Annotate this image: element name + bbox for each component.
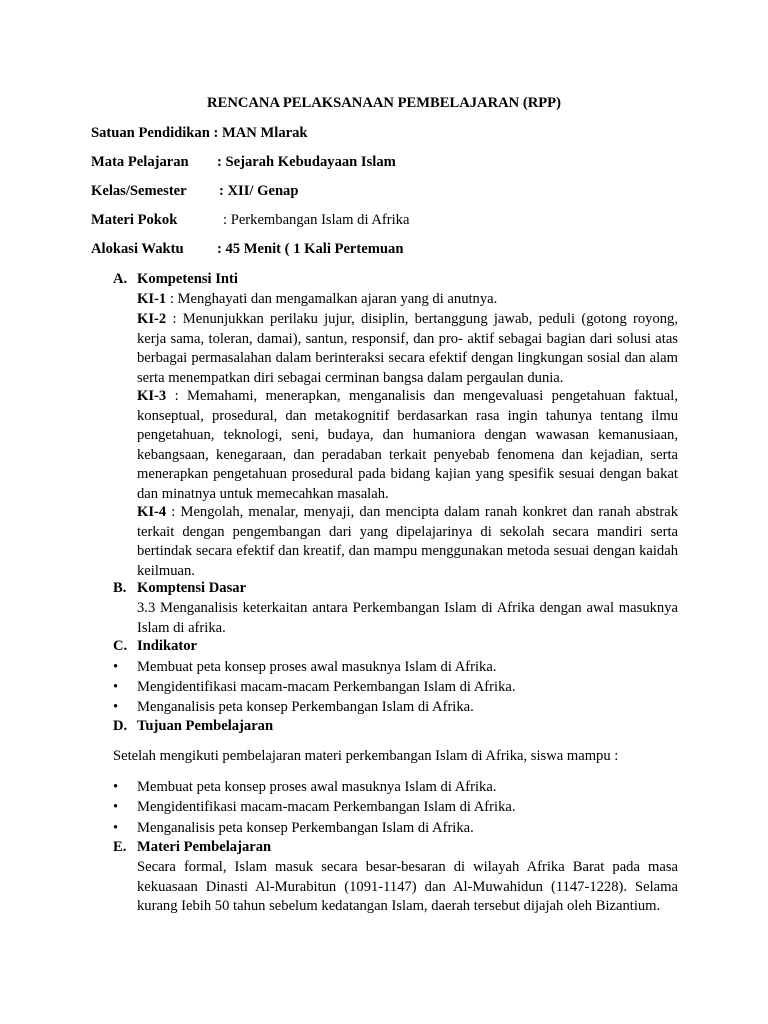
section-e-letter: E.	[113, 839, 127, 855]
meta-alokasi-value: : 45 Menit ( 1 Kali Pertemuan	[217, 241, 404, 257]
indikator-item	[113, 658, 497, 678]
ki-3-text: : Memahami, menerapkan, menganalisis dan mengevaluasi pengetahuan faktual, konseptual, prosedural, dan metakognitif berdasarkan rasa ingin tahunya tentang ilmu pengetahuan, teknologi, seni, budaya, dan humaniora dengan wawasan kemanusiaan, kebangsaan, kenegaraan, dan peradaban terkait penyebab fenomena dan kejadian, serta menerapkan pengetahuan prosedural pada bidang kajian yang spesifik sesuai dengan bakat dan minatnya untuk memecahkan masalah.	[137, 388, 678, 502]
meta-kelas	[91, 182, 299, 202]
ki-1-text: : Menghayati dan mengamalkan ajaran yang di anutnya.	[166, 291, 498, 307]
section-b-letter: B.	[113, 580, 127, 596]
ki-1-paragraph	[137, 290, 678, 310]
ki-2-text: : Menunjukkan perilaku jujur, disiplin, bertanggung jawab, peduli (gotong royong, kerja sama, toleran, damai), santun, responsif, dan pro- aktif sebagai bagian dari solusi atas berbagai permasalahan dalam berinteraksi secara efektif dengan lingkungan sosial dan alam serta menempatkan diri sebagai cerminan bangsa dalam pergaulan dunia.	[137, 311, 678, 386]
bullet-icon: •	[113, 820, 119, 836]
meta-mapel	[91, 153, 396, 173]
ki-3-paragraph	[137, 387, 678, 504]
meta-mapel-value: : Sejarah Kebudayaan Islam	[217, 154, 396, 170]
bullet-icon: •	[113, 779, 119, 795]
ki-4-label: KI-4	[137, 504, 167, 520]
section-b-title: Komptensi Dasar	[137, 580, 247, 596]
meta-satuan-text: Satuan Pendidikan : MAN Mlarak	[91, 125, 308, 141]
meta-materi-label: Materi Pokok	[91, 212, 178, 228]
indikator-item	[113, 678, 516, 698]
section-d-letter: D.	[113, 718, 128, 734]
bullet-icon: •	[113, 699, 119, 715]
ki-1-label: KI-1	[137, 291, 167, 307]
tujuan-item	[113, 778, 497, 798]
section-d-title: Tujuan Pembelajaran	[137, 718, 274, 734]
indikator-item-text: Menganalisis peta konsep Perkembangan Islam di Afrika.	[137, 699, 474, 715]
tujuan-item	[113, 819, 474, 839]
tujuan-item-text: Membuat peta konsep proses awal masuknya Islam di Afrika.	[137, 779, 497, 795]
section-e-heading	[113, 838, 271, 858]
tujuan-intro: Setelah mengikuti pembelajaran materi perkembangan Islam di Afrika, siswa mampu :	[113, 748, 619, 764]
materi-paragraph: Secara formal, Islam masuk secara besar-besaran di wilayah Afrika Barat pada masa kekuasaan Dinasti Al-Murabitun (1091-1147) dan Al-Muwahidun (1147-1228). Selama kurang Iebih 50 tahun sebelum kedatangan Islam, daerah tersebut dijajah oleh Bizantium.	[137, 859, 678, 914]
bullet-icon: •	[113, 799, 119, 815]
indikator-item	[113, 698, 474, 718]
meta-materi-value: : Perkembangan Islam di Afrika	[223, 212, 410, 228]
meta-kelas-label: Kelas/Semester	[91, 183, 187, 199]
tujuan-item	[113, 798, 516, 818]
meta-kelas-value: : XII/ Genap	[219, 183, 299, 199]
ki-2-label: KI-2	[137, 311, 167, 327]
indikator-item-text: Membuat peta konsep proses awal masuknya Islam di Afrika.	[137, 659, 497, 675]
meta-mapel-label: Mata Pelajaran	[91, 154, 189, 170]
section-e-title: Materi Pembelajaran	[137, 839, 272, 855]
kd-paragraph: 3.3 Menganalisis keterkaitan antara Perkembangan Islam di Afrika dengan awal masuknya Islam di afrika.	[137, 600, 678, 636]
meta-materi	[91, 211, 410, 231]
section-a-title: Kompetensi Inti	[137, 271, 238, 287]
tujuan-item-text: Mengidentifikasi macam-macam Perkembangan Islam di Afrika.	[137, 799, 516, 815]
ki-4-paragraph	[137, 503, 678, 581]
section-a-letter: A.	[113, 271, 128, 287]
ki-4-text: : Mengolah, menalar, menyaji, dan mencipta dalam ranah konkret dan ranah abstrak terkait dengan pengembangan dari yang dipelajarinya di sekolah secara mandiri serta bertindak secara efektif dan kreatif, dan mampu menggunakan metoda sesuai dengan kaidah keilmuan.	[137, 504, 678, 579]
section-c-heading	[113, 637, 197, 657]
section-d-heading	[113, 717, 273, 737]
section-c-letter: C.	[113, 638, 128, 654]
meta-alokasi	[91, 240, 404, 260]
indikator-item-text: Mengidentifikasi macam-macam Perkembangan Islam di Afrika.	[137, 679, 516, 695]
page-title: RENCANA PELAKSANAAN PEMBELAJARAN (RPP)	[207, 95, 561, 111]
meta-satuan	[91, 124, 308, 144]
section-a-heading	[113, 270, 238, 290]
bullet-icon: •	[113, 679, 119, 695]
section-b-heading	[113, 579, 246, 599]
meta-alokasi-label: Alokasi Waktu	[91, 241, 184, 257]
ki-3-label: KI-3	[137, 388, 167, 404]
ki-2-paragraph	[137, 310, 678, 388]
tujuan-item-text: Menganalisis peta konsep Perkembangan Islam di Afrika.	[137, 820, 474, 836]
section-c-title: Indikator	[137, 638, 198, 654]
bullet-icon: •	[113, 659, 119, 675]
